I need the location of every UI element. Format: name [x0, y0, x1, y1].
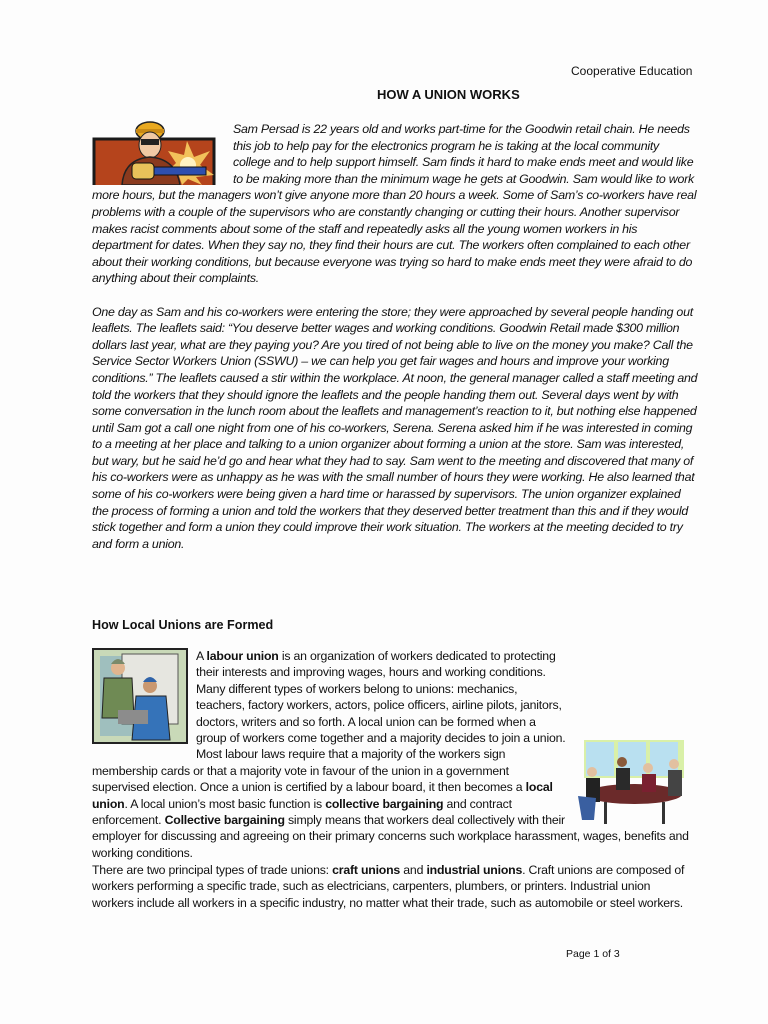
types-paragraph: There are two principal types of trade unions: craft unions and industrial unions. Craft unions are composed of workers performing a specific trade, such as electricians, carpenters, plumbers, or printers. Industrial union workers include all workers in a specific industry, no matter what their trade, such as automobile or steel workers. — [92, 863, 685, 910]
term-local-union: local union — [92, 780, 553, 811]
union-paragraph: A labour union is an organization of workers dedicated to protecting their interests and improving wages, hours and working conditions. Many different types of workers belong to unions: mechanics, teachers, factory workers, actors, police officers, airline pilots, janitors, doctors, writers and so forth. A local union can be formed when a group of workers come together and a majority decides to join a union. Most labour laws require that a majority of the workers sign membership cards or that a majority vote in favour of the union in a government supervised election. Once a union is certified by a labour board, it then becomes a local union. A local union’s most basic function is collective bargaining and contract enforcement. Collective bargaining simply means that workers deal collectively with their employer for discussing and agreeing on their primary concerns such workplace harassment, wages, benefits and working conditions. — [92, 649, 689, 860]
story-paragraph: One day as Sam and his co-workers were entering the store; they were approached by several people handing out leaflets. The leaflets said: “You deserve better wages and working conditions. Goodwin Retail made $300 million dollars last year, what are they paying you? Are you tired of not being able to live on the money you make? Call the Service Sector Workers Union (SSWU) – we can help you get fair wages and hours and improve your working conditions.” The leaflets caused a stir within the workplace. At noon, the general manager called a staff meeting and told the workers that they should ignore the leaflets and the people handing them out. Several days went by with some conversation in the lunch room about the leaflets and management’s reaction to it, but nothing else happened until Sam got a call one night from one of his co-workers, Serena. Serena asked him if he was interested in coming to a meeting at her place and talking to a union organizer about forming a union at the store. Sam was interested, but wary, but he said he’d go and hear what they had to say. Sam went to the meeting and discovered that many of his co-workers were as unhappy as he was with the small number of hours they were working. He also learned that some of his co-workers were being given a hard time or harassed by supervisors. The union organizer explained the process of forming a union and told the workers that they deserved better treatment than this and if they would stick together and form a union they could improve their work situation. The workers at the meeting decided to try and form a union. — [92, 304, 698, 551]
union-definition — [92, 648, 692, 861]
meeting-illustration — [574, 736, 692, 826]
story-text — [92, 121, 698, 552]
workers-illustration — [92, 648, 188, 744]
term-labour-union: labour union — [206, 649, 279, 663]
worker-illustration — [92, 119, 227, 185]
page-number: Page 1 of 3 — [566, 948, 620, 960]
union-types — [92, 862, 692, 911]
section-heading: How Local Unions are Formed — [92, 618, 274, 632]
term-collective-bargaining: Collective bargaining — [164, 813, 285, 828]
term-industrial-unions: industrial unions — [426, 863, 523, 877]
section-label: Cooperative Education — [571, 64, 693, 78]
page-title: HOW A UNION WORKS — [377, 87, 520, 102]
term-collective-bargaining: collective bargaining — [325, 796, 444, 811]
story-paragraph: Sam Persad is 22 years old and works part-time for the Goodwin retail chain. He needs this job to help pay for the electronics program he is taking at the local community college and to help support himself. Sam finds it hard to make ends meet and would like to be making more than the minimum wage he gets at Goodwin. Sam would like to work more hours, but the managers won’t give anyone more than 20 hours a week. Some of Sam’s co-workers have real problems with a couple of the supervisors who are constantly changing or cutting their hours. Another supervisor makes racist comments about some of the staff and repeatedly asks all the young women workers in his department for dates. When they say no, they find their hours are cut. The workers often complained to each other about their working conditions, but because everyone was trying so hard to make ends meet they were afraid to do anything about their complaints. — [92, 122, 697, 286]
term-craft-unions: craft unions — [332, 863, 401, 877]
